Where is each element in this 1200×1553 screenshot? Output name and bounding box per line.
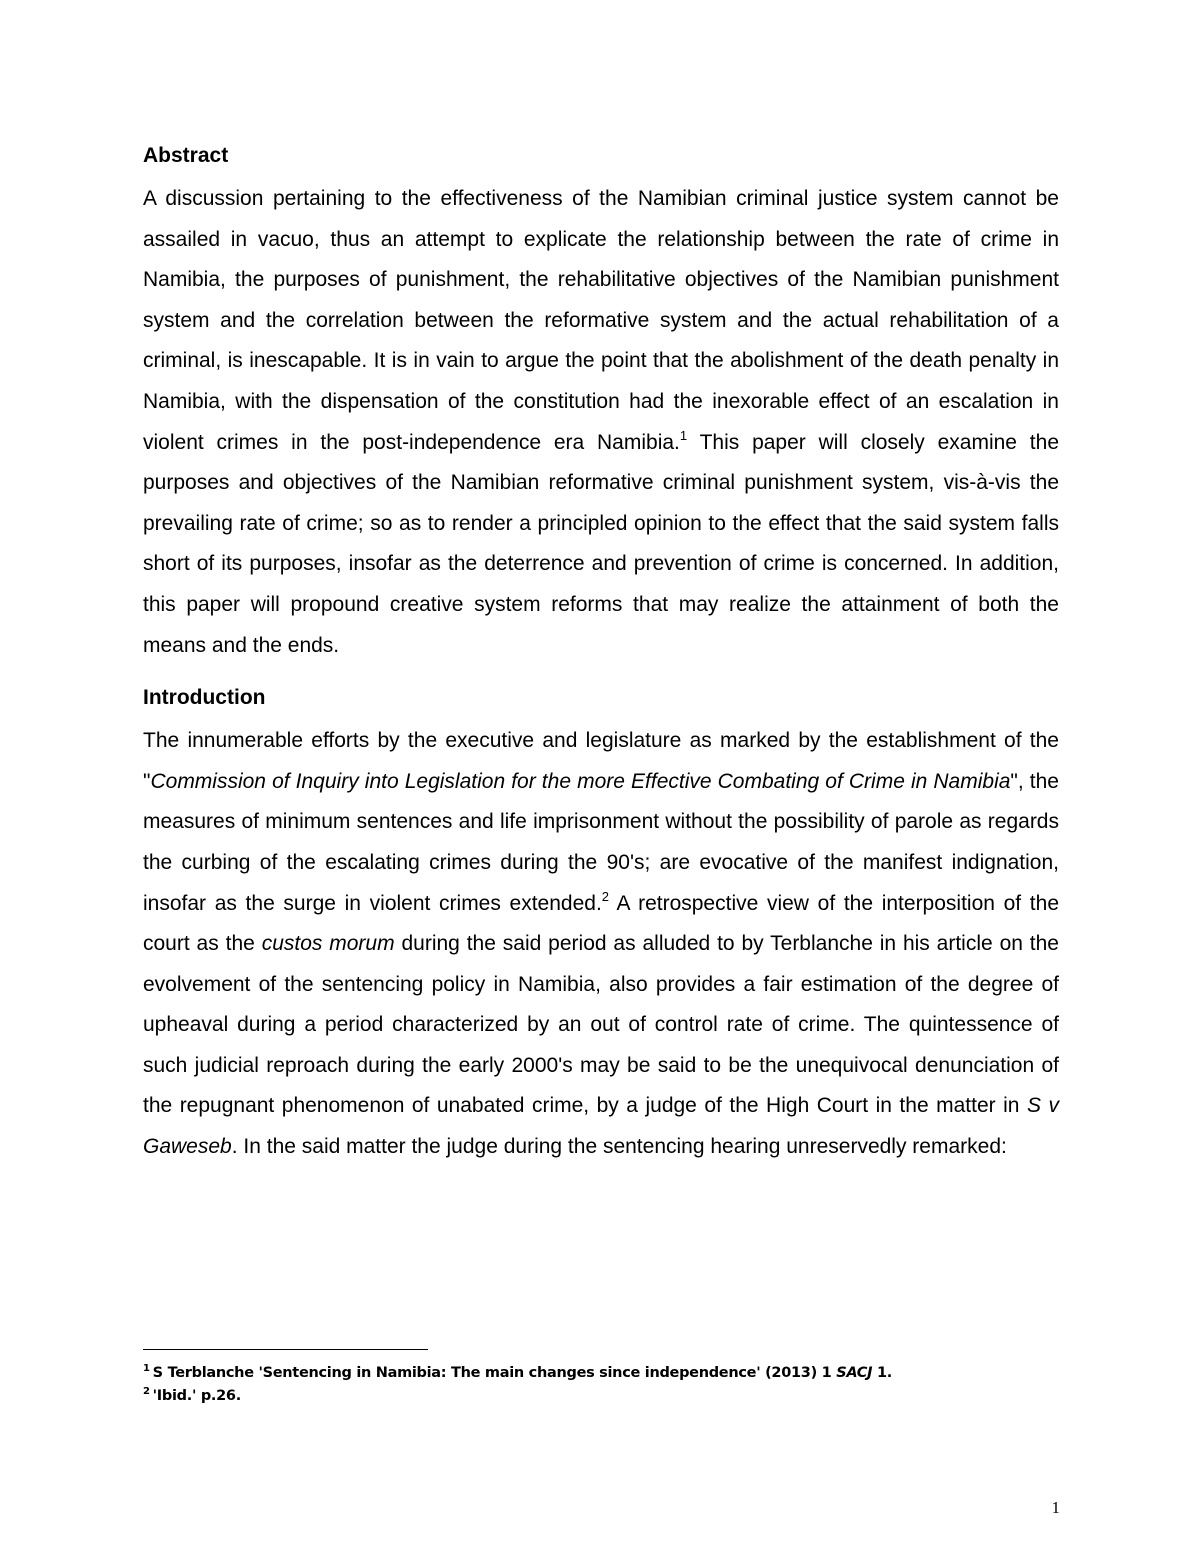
footnote-2-text: 'Ibid.' p.26. <box>152 1388 241 1404</box>
introduction-text-1: The innumerable efforts by the executive and legislature as marked by the establishment of the " <box>143 729 1059 793</box>
abstract-text-part1: A discussion pertaining to the effectiveness of the Namibian criminal justice system cannot be assailed in vacuo, thus an attempt to explicate the relationship between the rate of crime in Namibia, the purposes of punishment, the rehabilitative objectives of the Namibian punishment system and the correlation between the reformative system and the actual rehabilitation of a criminal, is inescapable. It is in vain to argue the point that the abolishment of the death penalty in Namibia, with the dispensation of the constitution had the inexorable effect of an escalation in violent crimes in the post-independence era Namibia. <box>143 187 1059 454</box>
introduction-paragraph <box>143 721 1059 1168</box>
footnote-reference-2: 2 <box>601 888 610 904</box>
footnote-1-tail: 1. <box>872 1365 892 1381</box>
footnote-number-1: 1 <box>143 1363 150 1374</box>
custos-morum-term: custos morum <box>261 932 395 956</box>
introduction-text-5: . In the said matter the judge during the sentencing hearing unreservedly remarked: <box>231 1135 1007 1159</box>
introduction-text-2: ", the measures of minimum sentences and life imprisonment without the possibility of parole as regards the curbing of the escalating crimes during the 90's; are evocative of the manifest indignation, insofar as the surge in violent crimes extended. <box>143 769 1059 915</box>
abstract-paragraph <box>143 179 1059 666</box>
introduction-heading: Introduction <box>143 686 266 710</box>
footnote-reference-1: 1 <box>679 427 688 443</box>
case-name: S v Gaweseb <box>143 1094 1059 1159</box>
page-number: 1 <box>1051 1498 1060 1517</box>
introduction-text-4: during the said period as alluded to by Terblanche in his article on the evolvement of the sentencing policy in Namibia, also provides a fair estimation of the degree of upheaval during a period characterized by an out of control rate of crime. The quintessence of such judicial reproach during the early 2000's may be said to be the unequivocal denunciation of the repugnant phenomenon of unabated crime, by a judge of the High Court in the matter in <box>143 932 1059 1118</box>
footnote-number-2: 2 <box>143 1386 150 1397</box>
footnotes <box>143 1362 1043 1408</box>
footnote-2 <box>143 1385 1043 1408</box>
footnote-1 <box>143 1362 1043 1385</box>
commission-title: Commission of Inquiry into Legislation for the more Effective Combating of Crime in Namibia <box>150 769 1011 793</box>
footnote-1-journal: SACJ <box>836 1365 873 1381</box>
main-content <box>143 138 1059 1168</box>
footnote-1-text: S Terblanche 'Sentencing in Namibia: The main changes since independence' (2013) 1 <box>152 1365 837 1381</box>
footnote-separator <box>143 1349 428 1350</box>
abstract-text-part2: This paper will closely examine the purposes and objectives of the Namibian reformative criminal punishment system, vis-à-vis the prevailing rate of crime; so as to render a principled opinion to the effect that the said system falls short of its purposes, insofar as the deterrence and prevention of crime is concerned. In addition, this paper will propound creative system reforms that may realize the attainment of both the means and the ends. <box>143 430 1060 657</box>
introduction-text-3: A retrospective view of the interposition of the court as the <box>143 891 1059 956</box>
abstract-heading: Abstract <box>143 144 229 167</box>
